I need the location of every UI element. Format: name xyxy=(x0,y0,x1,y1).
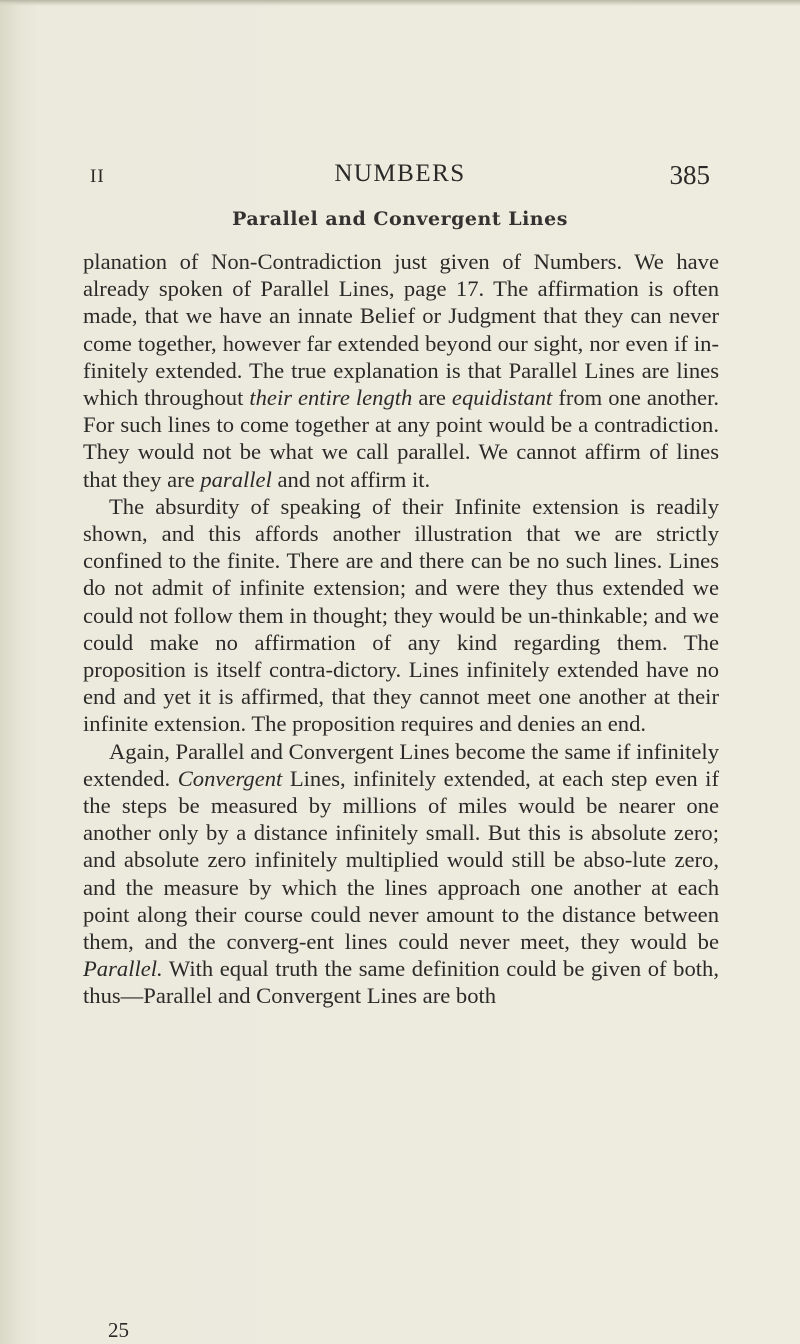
paragraph-text: Lines, infinitely extended, at each step even if the steps be measured by millions of miles would be nearer one another only by a distance infinitely small. But this is absolute zero; and absolute zero infinitely multiplied would still be abso-lute zero, and the measure by which the lines approach one another at each point along their course could never amount to the distance between them, and the converg-ent lines could never meet, they would be xyxy=(83,765,719,955)
paragraph xyxy=(83,493,719,738)
chapter-numeral: II xyxy=(90,166,105,187)
running-title: NUMBERS xyxy=(334,160,466,187)
paragraph xyxy=(83,248,719,493)
italic-text: Parallel. xyxy=(83,956,163,982)
paragraph-text: The absurdity of speaking of their Infinite extension is readily shown, and this affords another illustration that we are strictly confined to the finite. There are and there can be no such lines. Lines do not admit of infinite extension; and were they thus extended we could not follow them in thought; they would be un-thinkable; and we could make no affirmation of any kind regarding them. The proposition is itself contra-dictory. Lines infinitely extended have no end and yet it is affirmed, that they cannot meet one another at their infinite extension. The proposition requires and denies an end. xyxy=(83,493,719,737)
paragraph-text: from one another. For such lines to come together at any point would be a contradiction. They would not be what we call parallel. We cannot affirm of lines that they are xyxy=(83,385,720,492)
italic-text: parallel xyxy=(200,466,272,492)
paragraph-text: planation of Non-Contradiction just given of Numbers. We have already spoken of Parallel Lines, page 17. The affirmation is often made, that we have an innate Belief or Judgment that they can never come together, however far extended beyond our sight, nor even if in-finitely extended. The true explanation is that Parallel Lines are lines which throughout xyxy=(83,249,719,411)
paragraph-text: are xyxy=(412,385,452,411)
italic-text: equidistant xyxy=(451,385,553,411)
page-top-edge xyxy=(0,0,800,6)
page-header xyxy=(90,160,710,196)
body-text xyxy=(83,248,719,1010)
paragraph-text: With equal truth the same definition could be given of both, thus—Parallel and Convergent Lines are both xyxy=(83,956,719,1009)
signature-mark: 25 xyxy=(108,1318,129,1342)
italic-text: their entire length xyxy=(249,385,413,411)
italic-text: Convergent xyxy=(177,765,283,791)
paragraph-text: Again, Parallel and Convergent Lines become the same if infinitely extended. xyxy=(83,738,719,791)
paragraph-text: and not affirm it. xyxy=(271,466,431,492)
page-number: 385 xyxy=(669,160,710,190)
section-title: Parallel and Convergent Lines xyxy=(232,208,568,230)
paragraph xyxy=(83,738,719,1010)
